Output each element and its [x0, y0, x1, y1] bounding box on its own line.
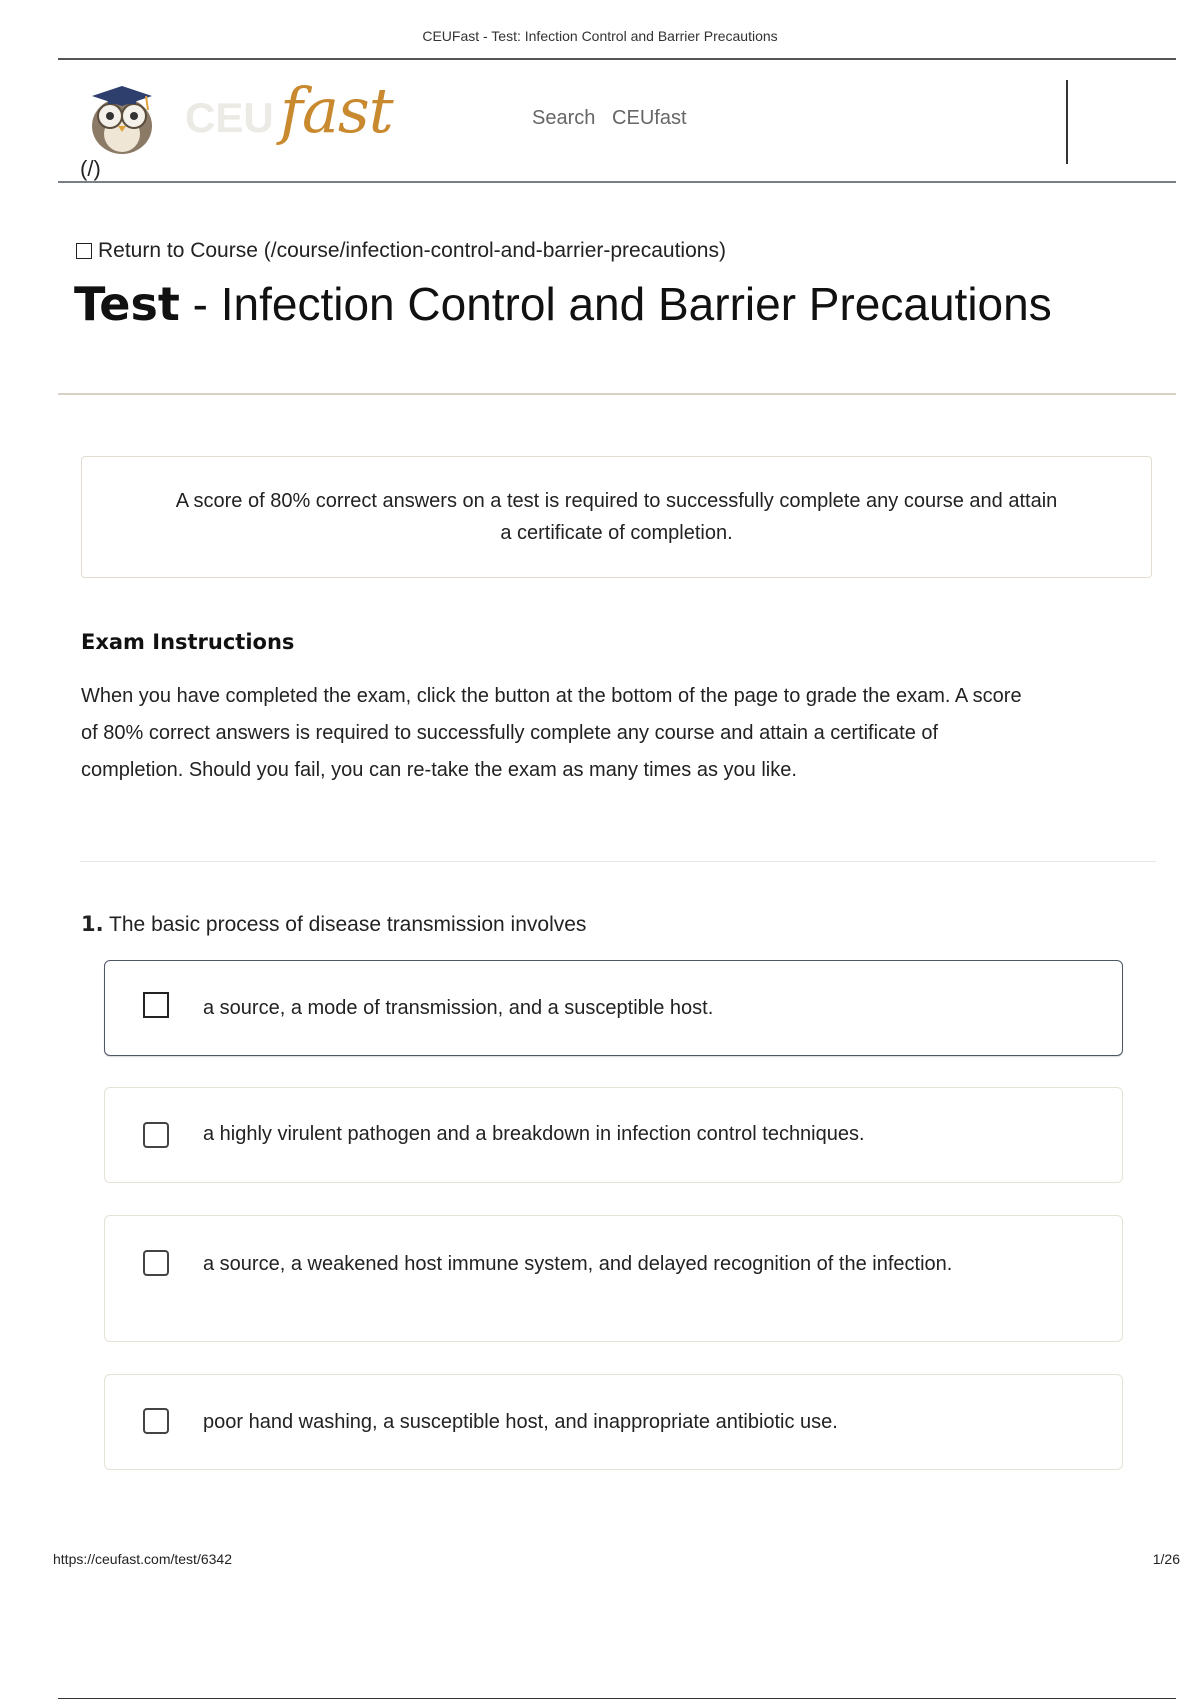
answer-text-c: a source, a weakened host immune system, and delayed recognition of the infection.	[203, 1253, 953, 1275]
header-rule	[58, 58, 1176, 60]
answer-text-a: a source, a mode of transmission, and a susceptible host.	[203, 997, 714, 1019]
exam-instructions-text: When you have completed the exam, click the button at the bottom of the page to grade the exam. A score of 80% correct answers is required to successfully complete any course and attain a certificate of completion. Should you fail, you can re-take the exam as many times as you like.	[81, 685, 1022, 781]
title-rule	[58, 393, 1176, 395]
nav-rule	[58, 181, 1176, 183]
question-1	[81, 912, 586, 937]
answer-checkbox-d[interactable]	[143, 1408, 169, 1434]
page-title-rest: - Infection Control and Barrier Precautions	[179, 278, 1052, 330]
return-icon	[76, 243, 92, 259]
answer-checkbox-a[interactable]	[143, 992, 169, 1018]
logo-wordmark: fast	[280, 74, 393, 147]
question-text: The basic process of disease transmission involves	[103, 913, 587, 936]
question-number: 1.	[81, 912, 104, 936]
nav-divider	[1066, 80, 1068, 164]
answer-option-d[interactable]	[104, 1374, 1123, 1470]
answer-text-b: a highly virulent pathogen and a breakdown in infection control techniques.	[203, 1123, 865, 1145]
owl-mascot-icon	[84, 78, 160, 156]
print-header: CEUFast - Test: Infection Control and Barrier Precautions	[422, 28, 778, 44]
footer-rule	[58, 1698, 1176, 1699]
footer-url: https://ceufast.com/test/6342	[53, 1551, 232, 1567]
answer-checkbox-c[interactable]	[143, 1250, 169, 1276]
logo-link-url[interactable]: (/)	[80, 156, 101, 181]
logo-faded-text: CEU	[185, 94, 274, 141]
ceufast-logo[interactable]	[80, 74, 393, 164]
return-to-course-link[interactable]	[76, 239, 726, 263]
answer-checkbox-b[interactable]	[143, 1122, 169, 1148]
search-link[interactable]: Search CEUfast	[532, 107, 687, 129]
answer-option-c[interactable]	[104, 1215, 1123, 1342]
return-to-course-label: Return to Course (/course/infection-control-and-barrier-precautions)	[98, 239, 726, 262]
page-title	[74, 277, 1052, 331]
score-notice: A score of 80% correct answers on a test is required to successfully complete any course and attain a certificate of completion.	[81, 456, 1152, 578]
answer-text-d: poor hand washing, a susceptible host, and inappropriate antibiotic use.	[203, 1411, 838, 1433]
instructions-divider	[80, 861, 1156, 862]
answer-option-a[interactable]	[104, 960, 1123, 1056]
page-title-prefix: Test	[74, 277, 180, 331]
footer-page-number: 1/26	[1152, 1551, 1180, 1567]
exam-instructions-heading: Exam Instructions	[81, 630, 295, 654]
answer-option-b[interactable]	[104, 1087, 1123, 1183]
